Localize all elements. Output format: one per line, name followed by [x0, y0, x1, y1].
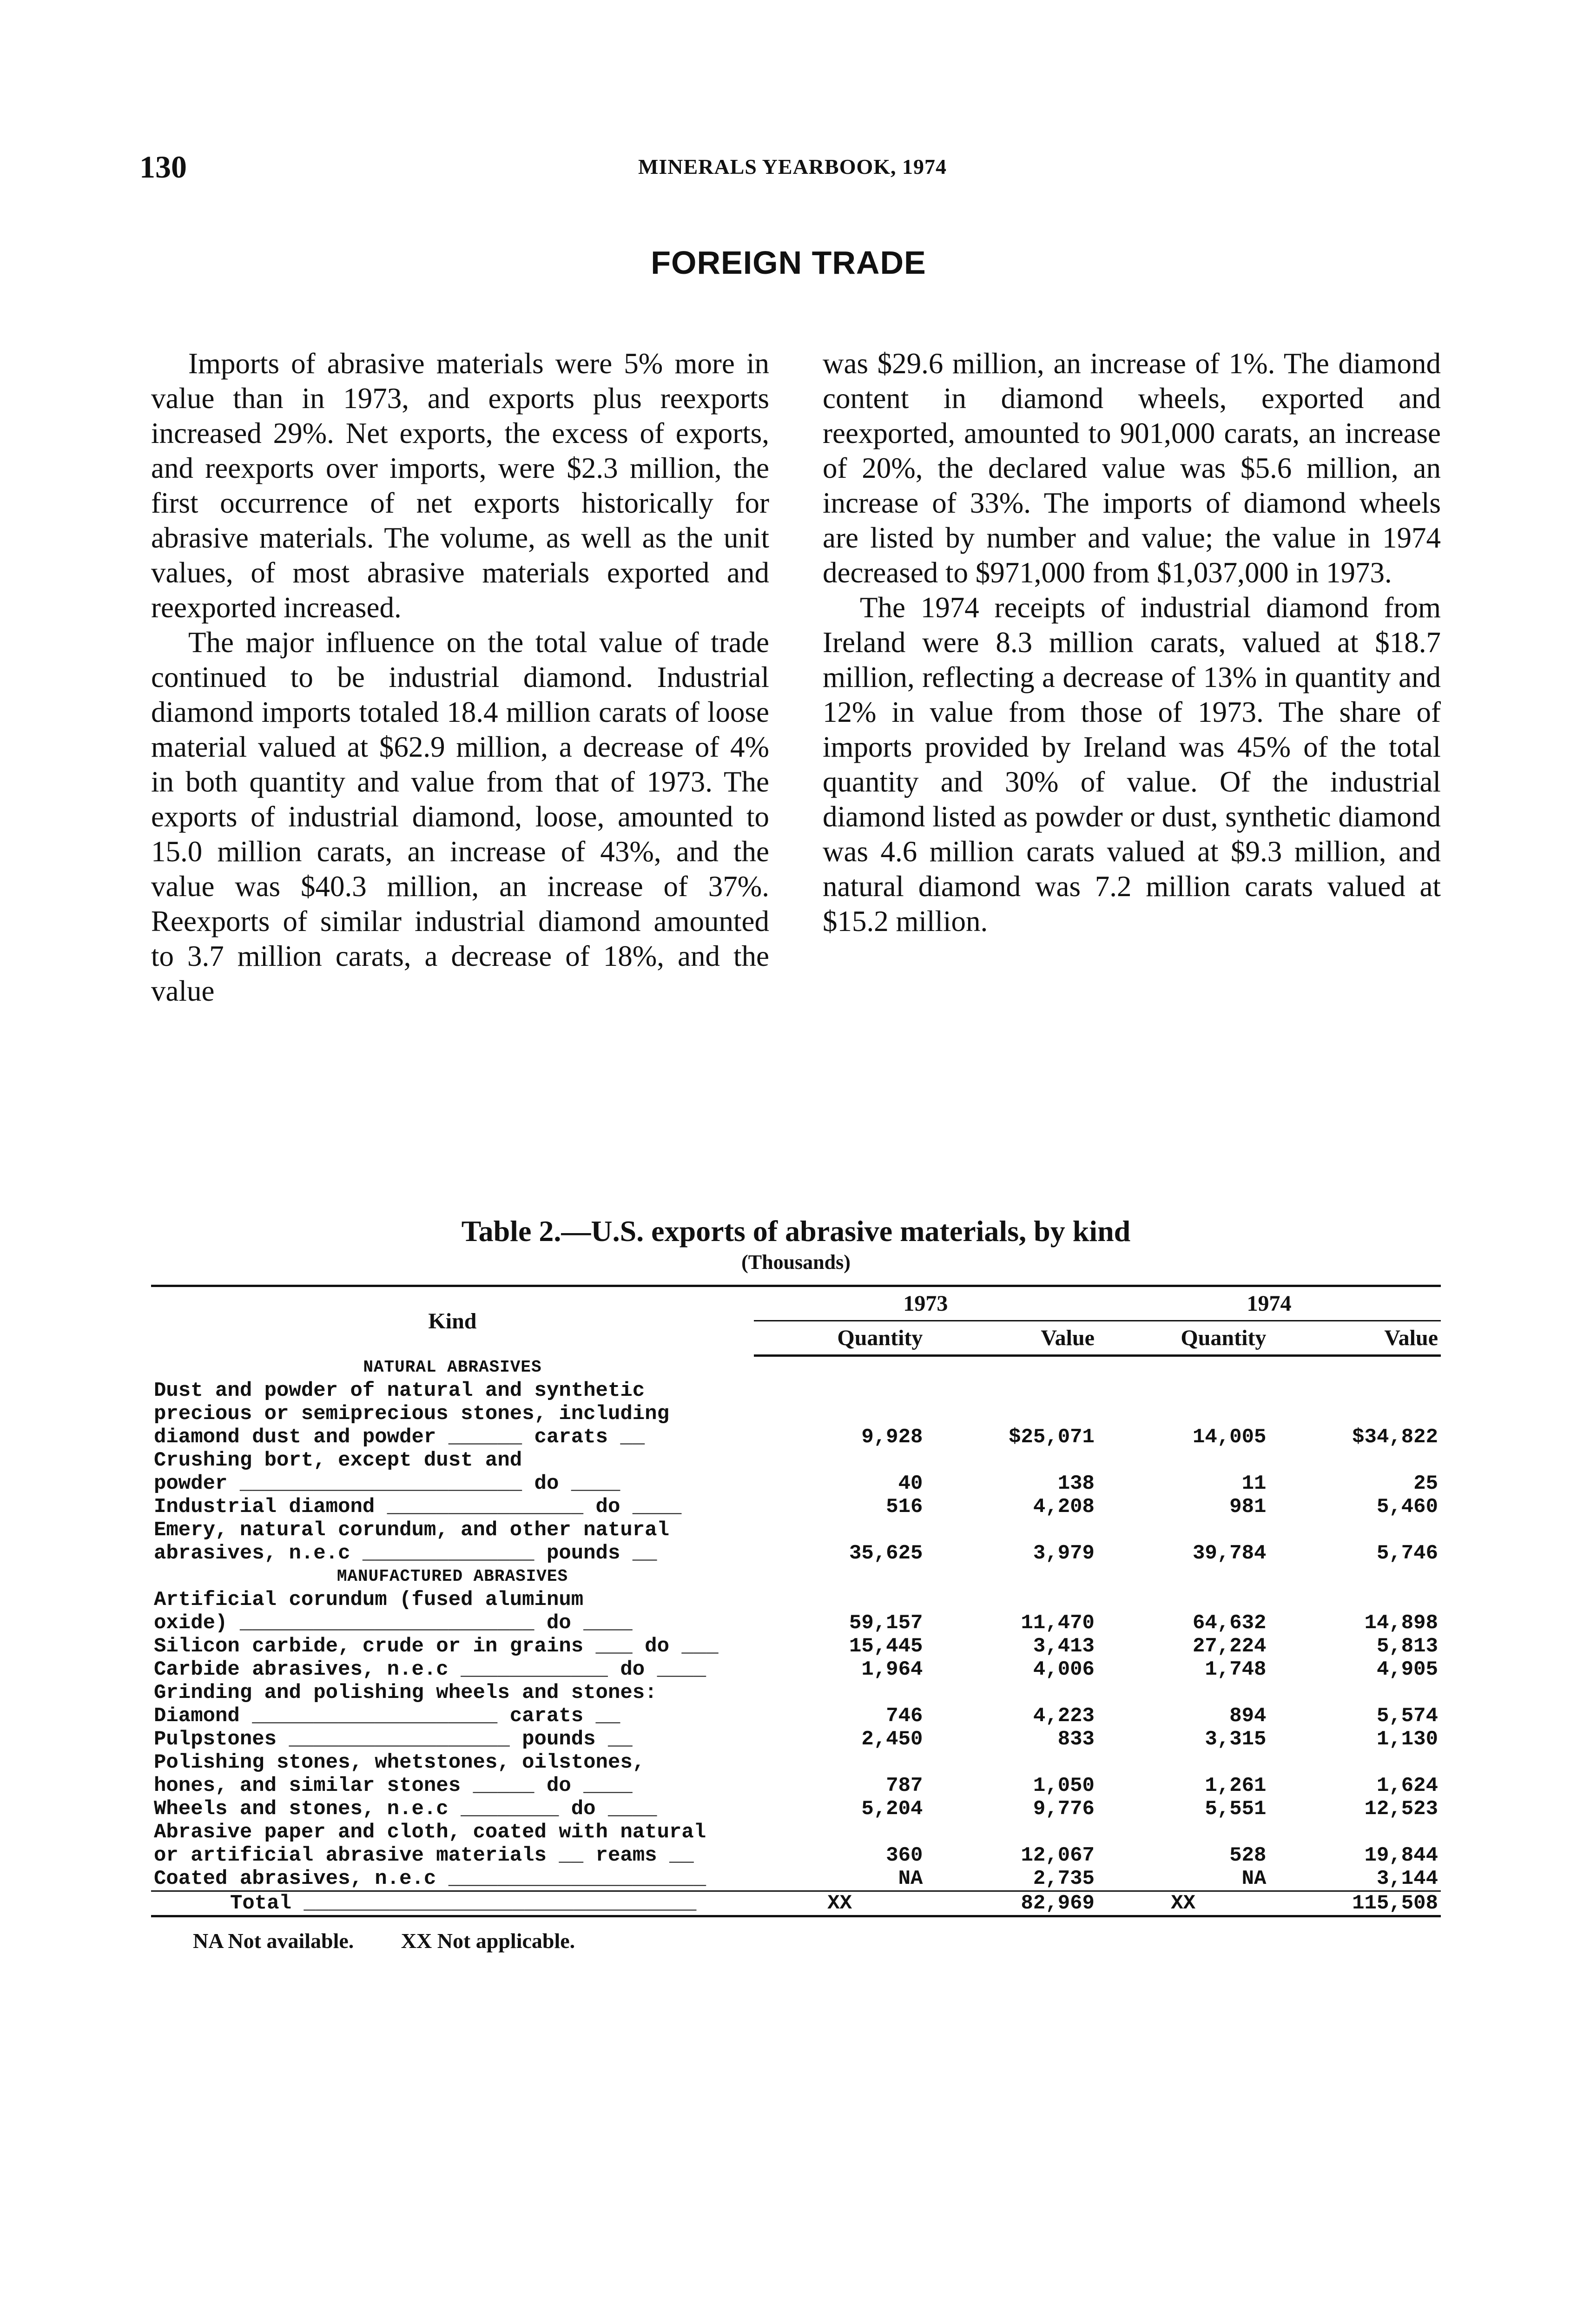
value-cell: 5,204: [861, 1797, 923, 1821]
paragraph: Imports of abrasive materials were 5% more in value than in 1973, and exports plus reexports increased 29%. Net exports, the excess of exports, and reexports over imports, were $2.3 million, the first occurrence of net exports historically for abrasive materials. The volume, as well as the unit values, of most abrasive materials exported and reexported increased.: [151, 347, 769, 624]
value-cell: NA: [898, 1867, 923, 1890]
value-cell: 894: [1229, 1704, 1267, 1728]
table-title: Table 2.—U.S. exports of abrasive materials, by kind: [461, 1215, 1131, 1248]
section-heading: FOREIGN TRADE: [651, 244, 926, 281]
value-cell: 2,735: [1033, 1867, 1095, 1890]
value-cell: 19,844: [1364, 1843, 1438, 1867]
empty-cell: [925, 1356, 1097, 1379]
table-row: [151, 1426, 1441, 1449]
empty-cell: [1269, 1565, 1441, 1588]
total-value-cell: 82,969: [925, 1891, 1097, 1916]
table-row: [151, 1681, 1441, 1704]
table-row: [151, 1658, 1441, 1681]
kind-cell: powder _______________________ do ____: [154, 1472, 620, 1495]
value-cell: 138: [1057, 1472, 1095, 1495]
paragraph: The 1974 receipts of industrial diamond from Ireland were 8.3 million carats, valued at $18.7 million, reflecting a decrease of 13% in quantity and 12% in value from those of 1973. The share of imports provided by Ireland was 45% of the total quantity and 30% of value. Of the industrial diamond listed as powder or dust, synthetic diamond was 4.6 million carats valued at $9.3 million, and natural diamond was 7.2 million carats valued at $15.2 million.: [823, 591, 1441, 938]
value-cell: 35,625: [849, 1541, 923, 1565]
value-cell: 1,130: [1376, 1727, 1438, 1751]
value-cell: 4,223: [1033, 1704, 1095, 1728]
value-cell: 833: [1057, 1727, 1095, 1751]
table-row: [151, 1635, 1441, 1658]
column-header: Quantity: [754, 1321, 925, 1356]
empty-cell: [1097, 1565, 1269, 1588]
kind-cell: Silicon carbide, crude or in grains ___ do ___: [154, 1634, 719, 1658]
column-header: Quantity: [1097, 1321, 1269, 1356]
value-cell: 9,776: [1033, 1797, 1095, 1821]
value-cell: 59,157: [849, 1611, 923, 1635]
kind-cell: Industrial diamond ________________ do ____: [154, 1495, 682, 1519]
value-cell: 4,208: [1033, 1495, 1095, 1519]
value-cell: [754, 1402, 925, 1426]
table-row: [151, 1797, 1441, 1821]
value-cell: $34,822: [1352, 1425, 1438, 1449]
table-row: [151, 1402, 1441, 1426]
value-cell: 4,006: [1033, 1657, 1095, 1681]
kind-cell: Abrasive paper and cloth, coated with natural: [154, 1820, 706, 1844]
value-cell: [754, 1821, 925, 1844]
value-cell: [1097, 1402, 1269, 1426]
value-cell: 9,928: [861, 1425, 923, 1449]
value-cell: 14,898: [1364, 1611, 1438, 1635]
value-cell: [925, 1402, 1097, 1426]
value-cell: 12,067: [1021, 1843, 1095, 1867]
value-cell: [1097, 1588, 1269, 1611]
table-row: [151, 1844, 1441, 1867]
value-cell: 14,005: [1192, 1425, 1267, 1449]
table-row: [151, 1449, 1441, 1472]
value-cell: 27,224: [1192, 1634, 1267, 1658]
value-cell: [754, 1519, 925, 1542]
value-cell: [1269, 1681, 1441, 1704]
value-cell: 39,784: [1192, 1541, 1267, 1565]
empty-cell: [1097, 1356, 1269, 1379]
value-cell: [1097, 1821, 1269, 1844]
table-row: [151, 1774, 1441, 1797]
value-cell: 3,413: [1033, 1634, 1095, 1658]
value-cell: 25: [1413, 1472, 1438, 1495]
value-cell: [1269, 1519, 1441, 1542]
exports-table-section: [151, 1213, 1441, 1953]
footnote: NA Not available.: [193, 1928, 354, 1953]
table-row: [151, 1519, 1441, 1542]
value-cell: 787: [886, 1774, 923, 1797]
value-cell: [925, 1751, 1097, 1774]
value-cell: [754, 1751, 925, 1774]
table-row: [151, 1542, 1441, 1565]
value-cell: 516: [886, 1495, 923, 1519]
value-cell: $25,071: [1009, 1425, 1095, 1449]
paragraph: was $29.6 million, an increase of 1%. The diamond content in diamond wheels, exported and reexported, amounted to 901,000 carats, an increase of 20%, the declared value was $5.6 million, an increase of 33%. The imports of diamond wheels are listed by number and value; the value in 1974 decreased to $971,000 from $1,037,000 in 1973.: [823, 347, 1441, 589]
kind-cell: oxide) ________________________ do ____: [154, 1611, 633, 1635]
table-row: [151, 1704, 1441, 1728]
table-row: [151, 1472, 1441, 1495]
value-cell: 3,144: [1376, 1867, 1438, 1890]
value-cell: 1,964: [861, 1657, 923, 1681]
empty-cell: [754, 1565, 925, 1588]
value-cell: 981: [1229, 1495, 1267, 1519]
value-cell: 360: [886, 1843, 923, 1867]
value-cell: [1269, 1751, 1441, 1774]
right-column: [823, 346, 1441, 1009]
group-heading-row: [151, 1565, 1441, 1588]
empty-cell: [754, 1356, 925, 1379]
body-text: [151, 346, 1441, 1009]
kind-cell: Dust and powder of natural and synthetic: [154, 1379, 645, 1402]
kind-header: Kind: [151, 1286, 754, 1356]
exports-table: [151, 1285, 1441, 1917]
kind-cell: Carbide abrasives, n.e.c ____________ do ____: [154, 1657, 706, 1681]
value-cell: NA: [1241, 1867, 1267, 1890]
value-cell: [754, 1379, 925, 1402]
value-cell: [1269, 1402, 1441, 1426]
value-cell: 746: [886, 1704, 923, 1728]
kind-cell: Emery, natural corundum, and other natural: [154, 1518, 669, 1542]
kind-cell: Wheels and stones, n.e.c ________ do ____: [154, 1797, 657, 1821]
value-cell: [754, 1449, 925, 1472]
value-cell: 1,261: [1205, 1774, 1267, 1797]
kind-cell: Grinding and polishing wheels and stones:: [154, 1681, 657, 1704]
value-cell: [1097, 1449, 1269, 1472]
group-heading: NATURAL ABRASIVES: [363, 1357, 542, 1377]
value-cell: [1097, 1519, 1269, 1542]
kind-cell: Diamond ____________________ carats __: [154, 1704, 620, 1728]
value-cell: [1269, 1449, 1441, 1472]
value-cell: [1269, 1588, 1441, 1611]
kind-cell: Polishing stones, whetstones, oilstones,: [154, 1750, 645, 1774]
value-cell: [1269, 1379, 1441, 1402]
value-cell: [925, 1681, 1097, 1704]
value-cell: [925, 1519, 1097, 1542]
value-cell: 5,551: [1205, 1797, 1267, 1821]
value-cell: 5,460: [1376, 1495, 1438, 1519]
value-cell: [754, 1588, 925, 1611]
value-cell: 1,624: [1376, 1774, 1438, 1797]
kind-cell: Coated abrasives, n.e.c _____________________: [154, 1867, 706, 1890]
table-row: [151, 1588, 1441, 1611]
table-row: [151, 1728, 1441, 1751]
left-column: [151, 346, 769, 1009]
table-row: [151, 1821, 1441, 1844]
table-row: [151, 1751, 1441, 1774]
total-value-cell: 115,508: [1269, 1891, 1441, 1916]
value-cell: 5,574: [1376, 1704, 1438, 1728]
table-unit: (Thousands): [741, 1251, 851, 1274]
kind-cell: Pulpstones __________________ pounds __: [154, 1727, 633, 1751]
value-cell: 11,470: [1021, 1611, 1095, 1635]
table-row: [151, 1379, 1441, 1402]
value-cell: 528: [1229, 1843, 1267, 1867]
footnote: XX Not applicable.: [401, 1928, 575, 1953]
empty-cell: [925, 1565, 1097, 1588]
value-cell: 40: [898, 1472, 923, 1495]
value-cell: [925, 1821, 1097, 1844]
empty-cell: [1269, 1356, 1441, 1379]
value-cell: 2,450: [861, 1727, 923, 1751]
value-cell: 5,813: [1376, 1634, 1438, 1658]
kind-cell: abrasives, n.e.c ______________ pounds __: [154, 1541, 657, 1565]
value-cell: 4,905: [1376, 1657, 1438, 1681]
value-cell: [925, 1379, 1097, 1402]
group-heading-row: [151, 1356, 1441, 1379]
table-row: [151, 1611, 1441, 1635]
table-row: [151, 1867, 1441, 1891]
column-header: Value: [925, 1321, 1097, 1356]
value-cell: [754, 1681, 925, 1704]
kind-cell: Crushing bort, except dust and: [154, 1448, 522, 1472]
kind-cell: or artificial abrasive materials __ reams __: [154, 1843, 694, 1867]
kind-cell: hones, and similar stones _____ do ____: [154, 1774, 633, 1797]
table-body: [151, 1356, 1441, 1916]
page-header: [139, 149, 1445, 186]
value-cell: 5,746: [1376, 1541, 1438, 1565]
total-row: [151, 1891, 1441, 1916]
value-cell: 11: [1241, 1472, 1267, 1495]
paragraph: The major influence on the total value of trade continued to be industrial diamond. Industrial diamond imports totaled 18.4 million carats of loose material valued at $62.9 million, a decrease of 4% in both quantity and value from that of 1973. The exports of industrial diamond, loose, amounted to 15.0 million carats, an increase of 43%, and the value was $40.3 million, an increase of 37%. Reexports of similar industrial diamond amounted to 3.7 million carats, a decrease of 18%, and the value: [151, 626, 769, 1007]
value-cell: 1,050: [1033, 1774, 1095, 1797]
value-cell: 64,632: [1192, 1611, 1267, 1635]
value-cell: [1269, 1821, 1441, 1844]
group-heading: MANUFACTURED ABRASIVES: [337, 1566, 568, 1586]
total-value-cell: XX: [754, 1891, 925, 1916]
value-cell: 15,445: [849, 1634, 923, 1658]
value-cell: 12,523: [1364, 1797, 1438, 1821]
value-cell: 3,315: [1205, 1727, 1267, 1751]
value-cell: [925, 1449, 1097, 1472]
column-header: Value: [1269, 1321, 1441, 1356]
year-header: 1974: [1097, 1286, 1441, 1321]
value-cell: [1097, 1681, 1269, 1704]
table-footnotes: [151, 1928, 1441, 1953]
page-number: 130: [139, 149, 187, 185]
value-cell: [1097, 1751, 1269, 1774]
kind-cell: Artificial corundum (fused aluminum: [154, 1588, 584, 1611]
value-cell: [1097, 1379, 1269, 1402]
year-header: 1973: [754, 1286, 1097, 1321]
value-cell: [925, 1588, 1097, 1611]
running-title: MINERALS YEARBOOK, 1974: [638, 155, 947, 178]
value-cell: 3,979: [1033, 1541, 1095, 1565]
table-row: [151, 1495, 1441, 1519]
kind-cell: diamond dust and powder ______ carats __: [154, 1425, 645, 1449]
total-label: Total ________________________________: [151, 1891, 754, 1916]
value-cell: 1,748: [1205, 1657, 1267, 1681]
total-value-cell: XX: [1097, 1891, 1269, 1916]
kind-cell: precious or semiprecious stones, including: [154, 1402, 669, 1426]
